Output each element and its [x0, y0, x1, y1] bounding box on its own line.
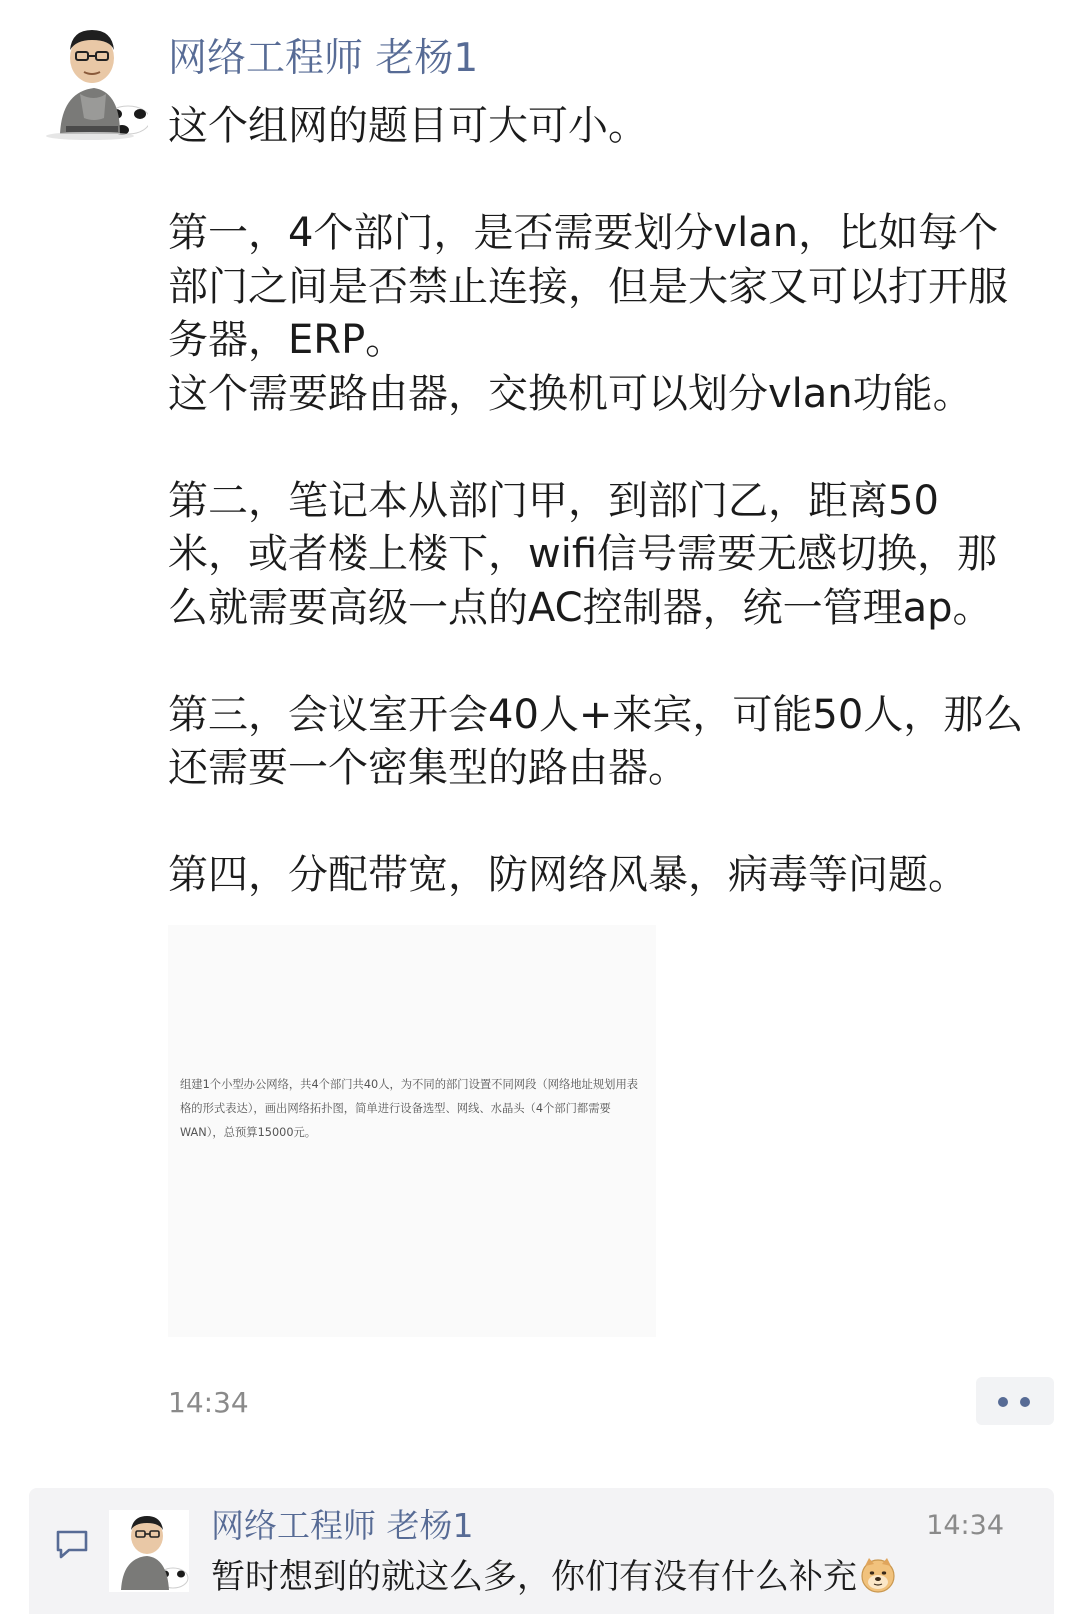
attached-image-line: 组建1个小型办公网络，共4个部门共40人，为不同的部门设置不同网段（网络地址规划用表	[180, 1078, 639, 1091]
commenter-avatar[interactable]	[109, 1510, 189, 1592]
post-line: 第三，会议室开会40人+来宾，可能50人，那么	[168, 691, 1024, 738]
attached-image-line: 格的形式表达），画出网络拓扑图，简单进行设备选型、网线、水晶头（4个部门都需要	[180, 1102, 611, 1115]
author-avatar[interactable]	[40, 22, 148, 140]
post-line: 务器，ERP。	[168, 317, 406, 363]
post-line: 部门之间是否禁止连接，但是大家又可以打开服	[168, 263, 1008, 310]
attached-image-text	[180, 1073, 650, 1145]
post-line: 第一，4个部门，是否需要划分vlan，比如每个	[168, 210, 999, 256]
post-line: 这个需要路由器，交换机可以划分vlan功能。	[168, 370, 973, 417]
attached-image[interactable]	[168, 925, 656, 1337]
comment-timestamp: 14:34	[926, 1510, 1004, 1541]
post-timestamp: 14:34	[168, 1386, 249, 1419]
doge-emoji-icon	[859, 1556, 897, 1594]
post-line: 第四，分配带宽，防网络风暴，病毒等问题。	[168, 852, 968, 898]
post-line: 这个组网的题目可大可小。	[168, 103, 648, 149]
comment-item[interactable]	[29, 1488, 1054, 1614]
post-author-name[interactable]: 网络工程师 老杨1	[168, 36, 479, 81]
post-content	[168, 100, 1068, 903]
attached-image-line: WAN），总预算15000元。	[180, 1126, 317, 1139]
commenter-name[interactable]: 网络工程师 老杨1	[211, 1506, 474, 1545]
post-line: 米，或者楼上楼下，wifi信号需要无感切换，那	[168, 531, 998, 577]
comment-icon	[55, 1528, 89, 1560]
more-dot-icon	[998, 1397, 1008, 1407]
post-line: 第二，笔记本从部门甲，到部门乙，距离50	[168, 477, 939, 524]
more-dot-icon	[1020, 1397, 1030, 1407]
comment-text-content: 暂时想到的就这么多，你们有没有什么补充	[211, 1557, 857, 1597]
post-line: 还需要一个密集型的路由器。	[168, 745, 688, 791]
post-line: 么就需要高级一点的AC控制器，统一管理ap。	[168, 584, 993, 631]
more-actions-button[interactable]	[976, 1377, 1054, 1425]
comment-text	[211, 1554, 897, 1600]
